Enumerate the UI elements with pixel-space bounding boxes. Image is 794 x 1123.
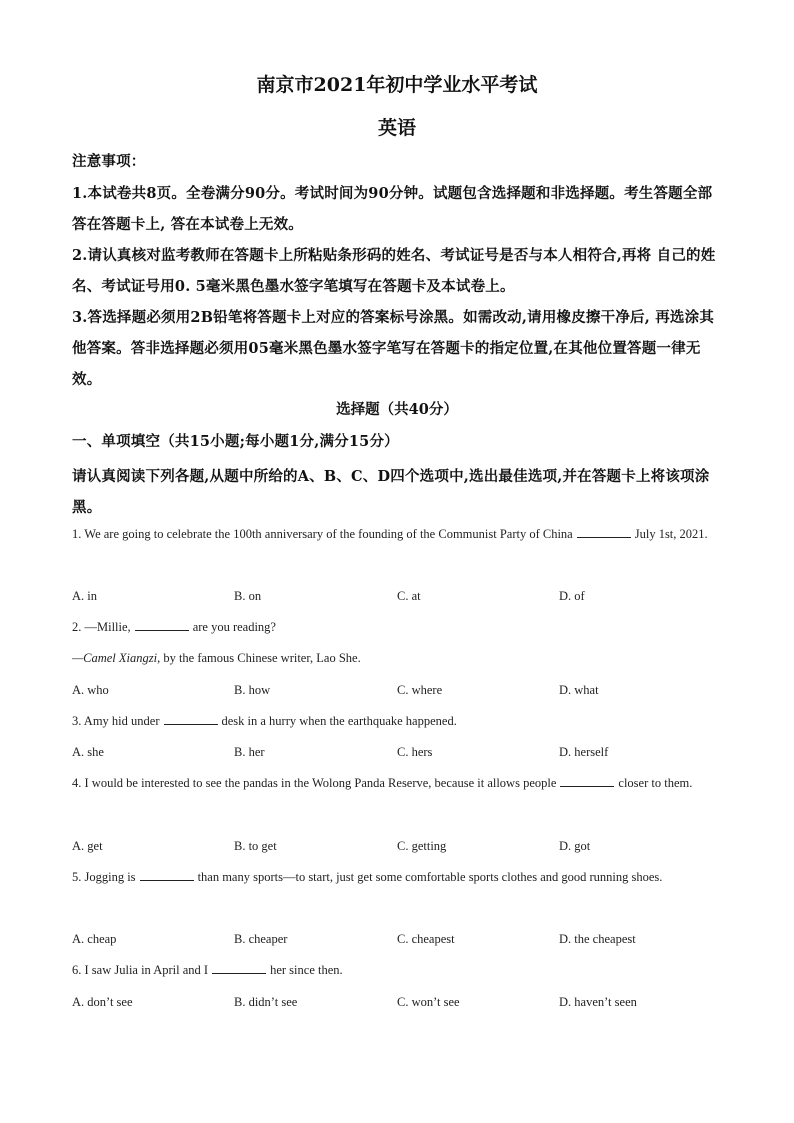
notice-heading: 注意事项： [72, 153, 146, 170]
question-2 [72, 612, 722, 674]
question-text: 4. I would be interested to see the pandas in the Wolong Panda Reserve, because it allows people [72, 776, 557, 790]
option-c: C. hers [397, 745, 433, 759]
option-b: B. to get [234, 839, 277, 853]
question-text: desk in a hurry when the earthquake happened. [221, 714, 457, 728]
notice-item: 2.请认真核对监考教师在答题卡上所粘贴条形码的姓名、考试证号是否与本人相符合,再将 自己的姓名、考试证号用0. 5毫米黑色墨水签字笔填写在答题卡及本试卷上。 [72, 247, 716, 295]
option-b: B. on [234, 589, 262, 603]
question-3 [72, 706, 722, 737]
question-text: closer to them. [618, 776, 693, 790]
question-6-options [72, 995, 722, 1015]
question-text: July 1st, 2021. [634, 527, 708, 541]
answer-blank [140, 868, 194, 881]
question-6 [72, 955, 722, 986]
part-title: 一、单项填空（共15小题;每小题1分,满分15分） [72, 433, 399, 450]
option-c: C. at [397, 589, 421, 603]
question-text: 6. I saw Julia in April and I [72, 963, 209, 977]
option-c: C. where [397, 683, 443, 697]
question-4 [72, 768, 722, 799]
option-b: B. cheaper [234, 932, 288, 946]
option-d: D. what [559, 683, 599, 697]
question-text: 5. Jogging is [72, 870, 136, 884]
subject-title: 英语 [377, 117, 416, 139]
question-5-options [72, 932, 722, 952]
option-c: C. won’t see [397, 995, 460, 1009]
question-text: 1. We are going to celebrate the 100th anniversary of the founding of the Communist Party of China [72, 527, 573, 541]
option-d: D. herself [559, 745, 609, 759]
option-a: A. don’t see [72, 995, 133, 1009]
question-1-options [72, 589, 722, 609]
option-d: D. of [559, 589, 585, 603]
option-d: D. the cheapest [559, 932, 636, 946]
exam-title: 南京市2021年初中学业水平考试 [256, 74, 538, 96]
option-b: B. didn’t see [234, 995, 298, 1009]
question-text: are you reading? [192, 620, 276, 634]
answer-blank [135, 618, 189, 631]
question-1 [72, 519, 722, 550]
notice-item: 1.本试卷共8页。全卷满分90分。考试时间为90分钟。试题包含选择题和非选择题。考生答题全部答在答题卡上, 答在本试卷上无效。 [72, 185, 713, 233]
answer-text: , by the famous Chinese writer, Lao She. [157, 651, 361, 665]
answer-blank [212, 961, 266, 974]
option-d: D. haven’t seen [559, 995, 637, 1009]
option-a: A. she [72, 745, 104, 759]
section-title: 选择题（共40分） [336, 401, 458, 418]
answer-blank [560, 774, 614, 787]
notice-item: 3.答选择题必须用2B铅笔将答题卡上对应的答案标号涂黑。如需改动,请用橡皮擦干净后, 再选涂其他答案。答非选择题必须用05毫米黑色墨水签字笔写在答题卡的指定位置,在其他位置答题一律无效。 [72, 309, 715, 388]
instruction-text: 请认真阅读下列各题,从题中所给的A、B、C、D四个选项中,选出最佳选项,并在答题卡上将该项涂黑。 [72, 468, 710, 516]
option-a: A. who [72, 683, 109, 697]
answer-blank [577, 525, 631, 538]
option-b: B. how [234, 683, 271, 697]
option-d: D. got [559, 839, 591, 853]
question-5 [72, 862, 722, 893]
option-c: C. getting [397, 839, 447, 853]
question-text: 3. Amy hid under [72, 714, 160, 728]
question-2-options [72, 683, 722, 703]
question-4-options [72, 839, 722, 859]
option-a: A. in [72, 589, 97, 603]
book-title: —Camel Xiangzi [72, 651, 158, 665]
option-a: A. get [72, 839, 103, 853]
question-text: than many sports—to start, just get some comfortable sports clothes and good running shoes. [197, 870, 663, 884]
question-text: 2. —Millie, [72, 620, 131, 634]
question-text: her since then. [270, 963, 343, 977]
option-c: C. cheapest [397, 932, 455, 946]
part-instruction [72, 461, 724, 523]
question-3-options [72, 745, 722, 765]
option-a: A. cheap [72, 932, 117, 946]
answer-blank [164, 712, 218, 725]
option-b: B. her [234, 745, 265, 759]
notice-list [72, 178, 724, 395]
